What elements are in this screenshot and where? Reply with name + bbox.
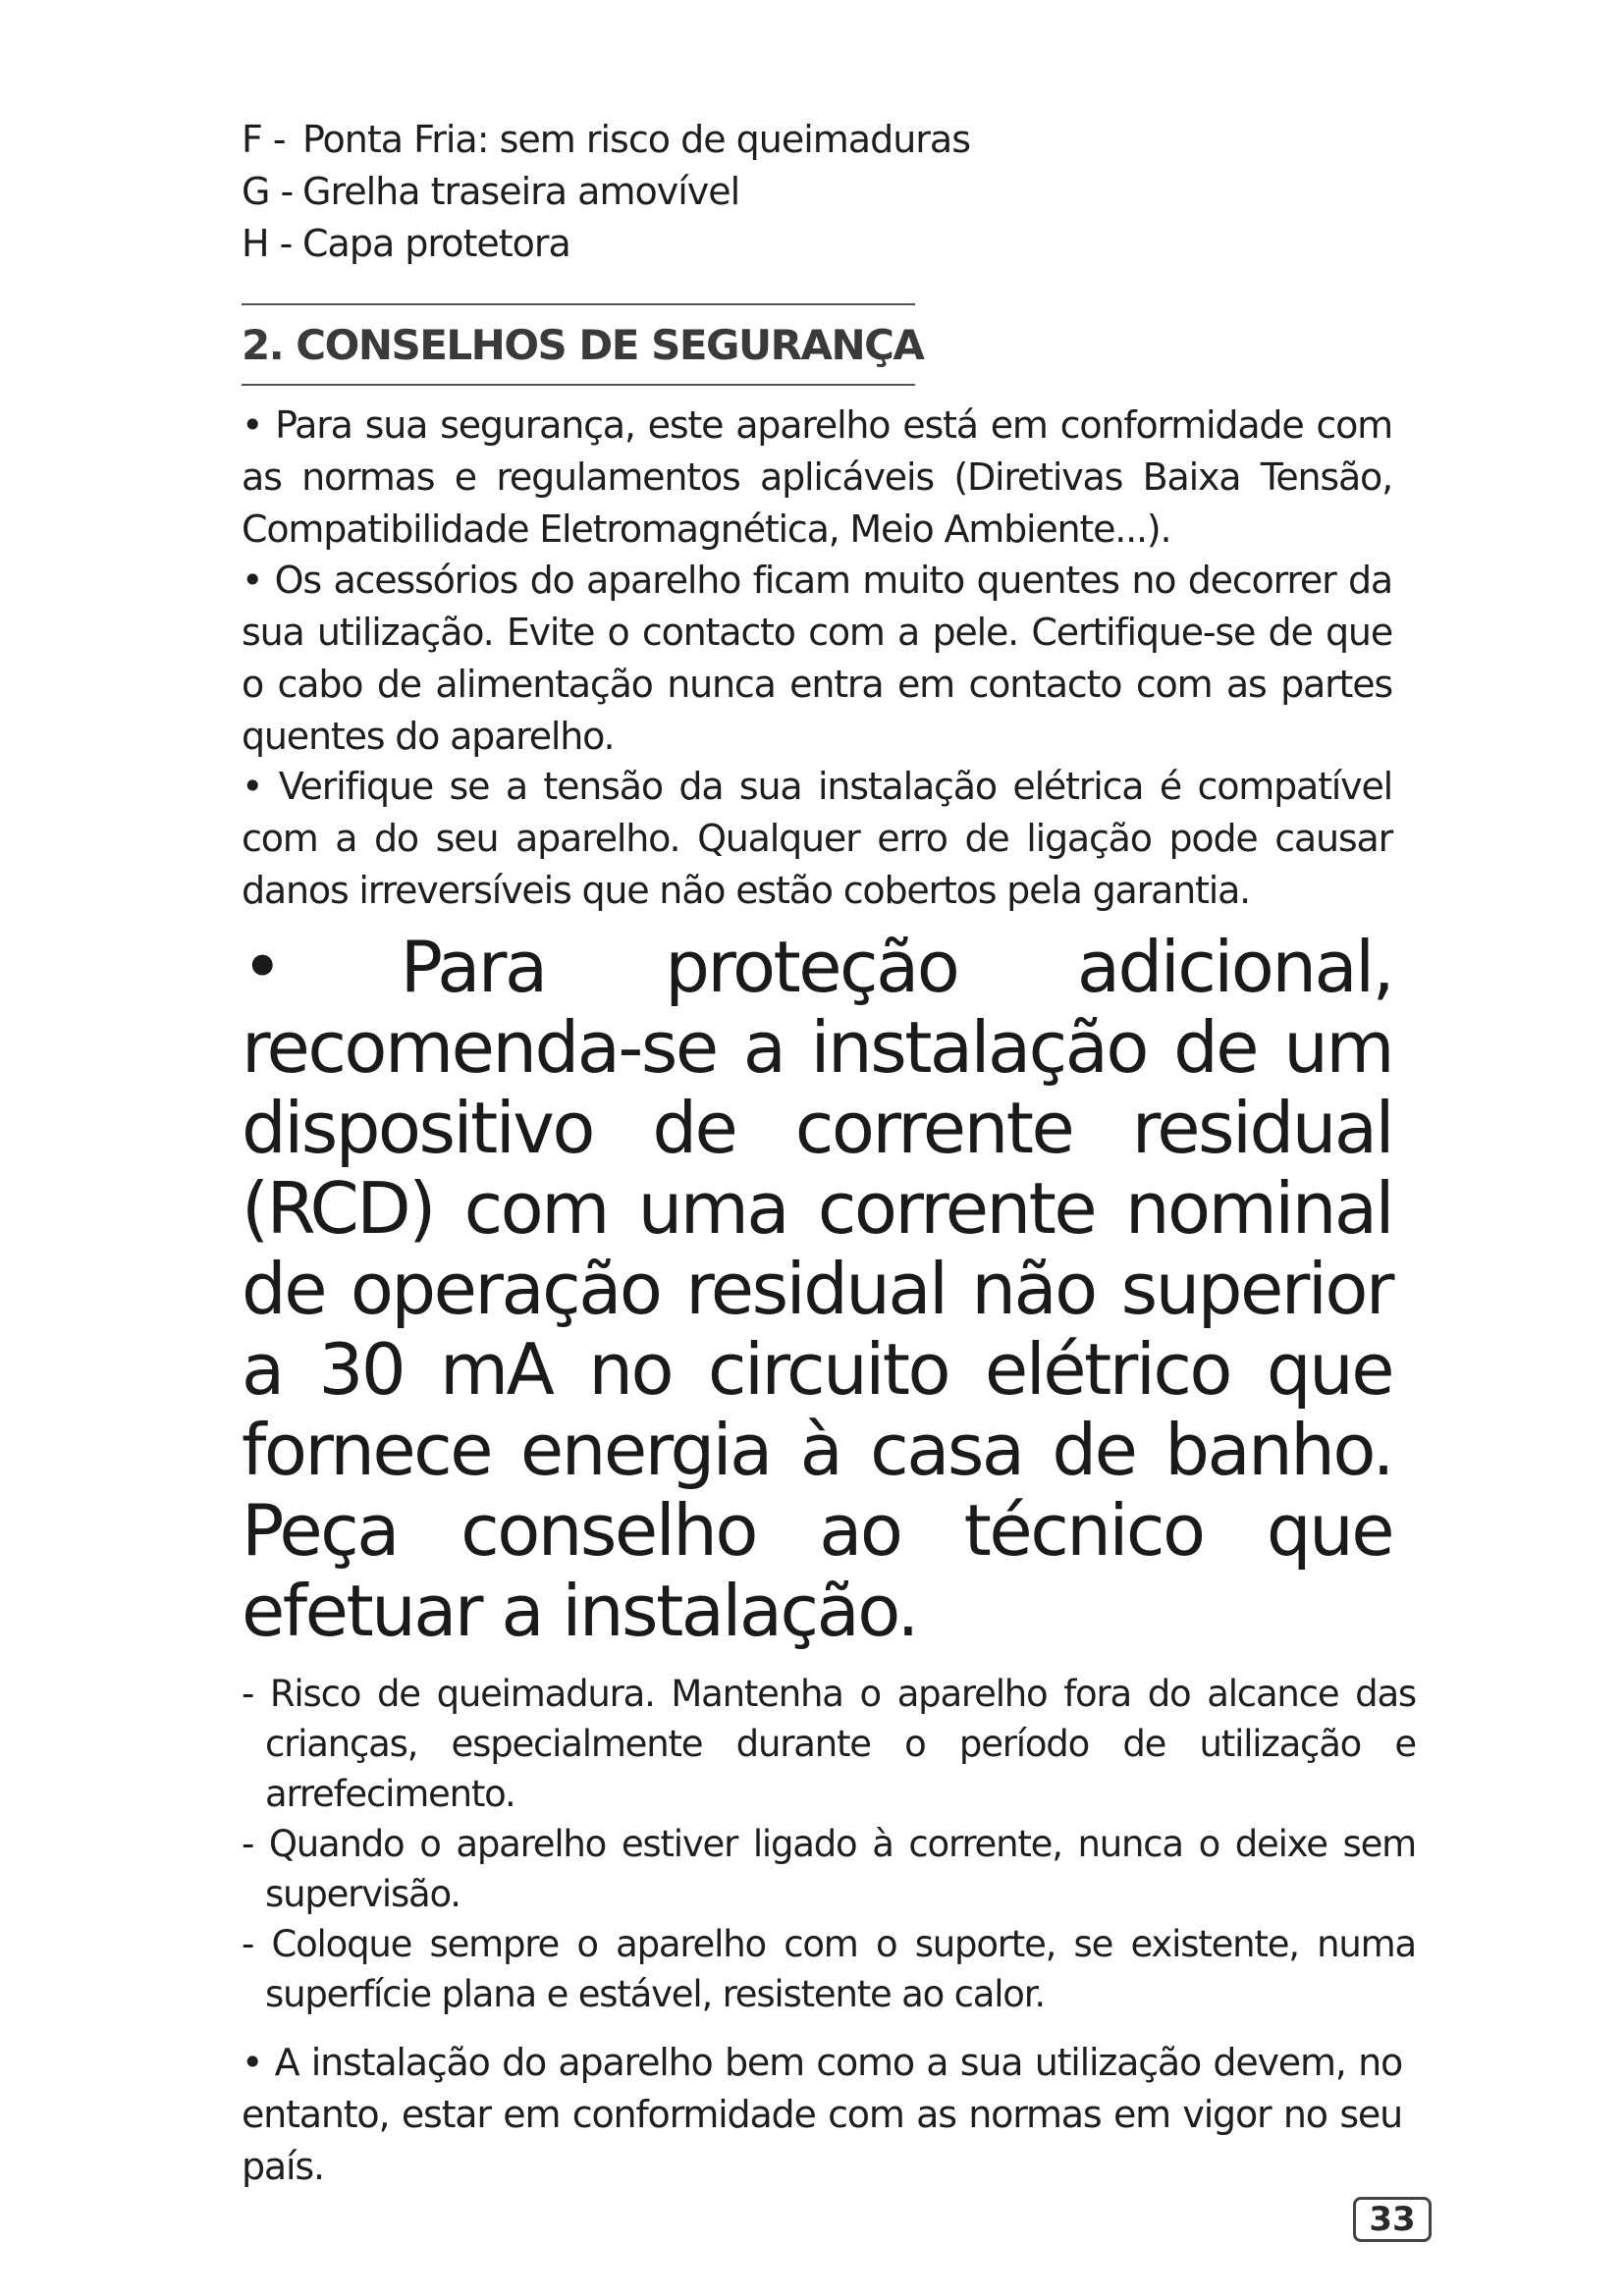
parts-list-key: F - bbox=[242, 118, 286, 161]
rcd-highlight-paragraph: • Para proteção adicional, recomenda-se a instalação de um dispositivo de corrente residual (RCD) com uma corrente nominal de operação residual não superior a 30 mA no circuito elétrico que fornece energia à casa de banho. Peça conselho ao técnico que efetuar a instalação. bbox=[242, 926, 1392, 1652]
parts-list bbox=[242, 114, 1223, 270]
safety-paragraph: • Verifique se a tensão da sua instalação elétrica é compatível com a do seu aparelho. Qualquer erro de ligação pode causar danos irreversíveis que não estão cobertos pela garantia. bbox=[242, 765, 1392, 912]
safety-paragraph: • Os acessórios do aparelho ficam muito quentes no decorrer da sua utilização. Evite o contacto com a pele. Certifique-se de que o cabo de alimentação nunca entra em contacto com as partes quentes do aparelho. bbox=[242, 559, 1392, 758]
warning-list-item: - Risco de queimadura. Mantenha o aparelho fora do alcance das crianças, especialmente durante o período de utilização e arrefecimento. bbox=[242, 1673, 1416, 1815]
warning-list-item: - Quando o aparelho estiver ligado à corrente, nunca o deixe sem supervisão. bbox=[242, 1823, 1416, 1915]
safety-paragraph: • Para sua segurança, este aparelho está em conformidade com as normas e regulamentos aplicáveis (Diretivas Baixa Tensão, Compatibilidade Eletromagnética, Meio Ambiente...). bbox=[242, 403, 1392, 551]
parts-list-item bbox=[242, 166, 1223, 218]
final-paragraph: • A instalação do aparelho bem como a sua utilização devem, no entanto, estar em conformidade com as normas em vigor no seu país. bbox=[242, 2041, 1402, 2188]
parts-list-text: Ponta Fria: sem risco de queimaduras bbox=[302, 118, 971, 161]
warning-list-item: - Coloque sempre o aparelho com o suporte, se existente, numa superfície plana e estável, resistente ao calor. bbox=[242, 1923, 1416, 2015]
section-title: 2. CONSELHOS DE SEGURANÇA bbox=[242, 321, 924, 369]
parts-list-item bbox=[242, 218, 1223, 270]
warning-list bbox=[242, 1669, 1416, 2019]
page-number-badge: 33 bbox=[1353, 2197, 1432, 2242]
section-header bbox=[242, 303, 924, 386]
parts-list-key: G - bbox=[242, 170, 294, 213]
parts-list-item bbox=[242, 114, 1223, 166]
parts-list-key: H - bbox=[242, 222, 293, 265]
parts-list-text: Grelha traseira amovível bbox=[302, 170, 740, 213]
parts-list-text: Capa protetora bbox=[302, 222, 570, 265]
